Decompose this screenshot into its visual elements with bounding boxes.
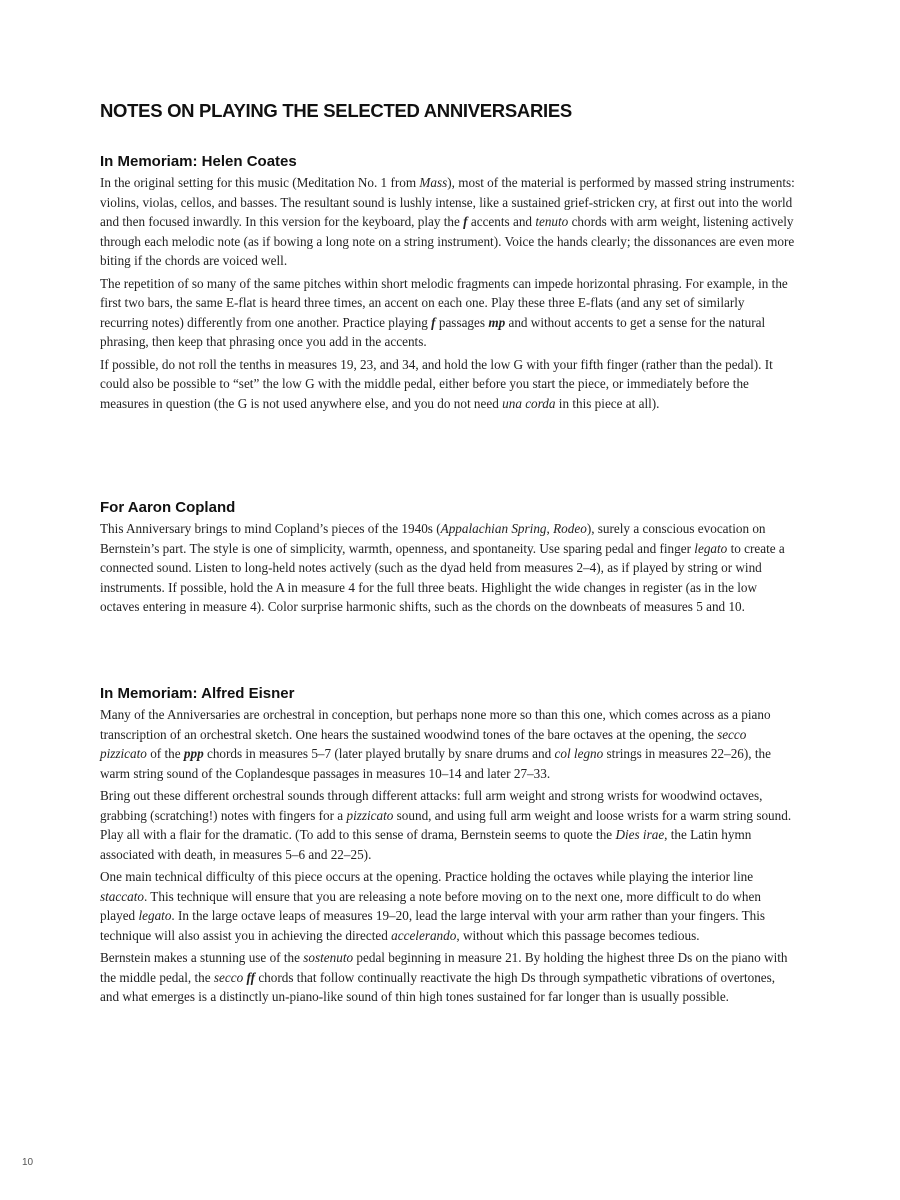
section-paragraph: The repetition of so many of the same pitches within short melodic fragments can impede horizontal phrasing. For example, in the first two bars, the same E-flat is heard three times, an accent on each one. Play these three E-flats (and any set of similarly recurring notes) differently from one another. Practice playing f passages mp and without accents to get a sense for the natural phrasing, then keep that phrasing once you add in the accents. <box>100 275 788 349</box>
section-heading: In Memoriam: Alfred Eisner <box>100 685 295 702</box>
page-number: 10 <box>22 1157 34 1168</box>
section-helen-coates <box>100 152 795 416</box>
section-paragraph: Bernstein makes a stunning use of the sostenuto pedal beginning in measure 21. By holding the highest three Ds on the piano with the middle pedal, the secco ff chords that follow continually reactivate the high Ds through sympathetic vibrations of overtones, and what emerges is a distinctly un-piano-like sound of thin high tones sustained for far longer than is usually possible. <box>100 950 788 1004</box>
section-paragraph: One main technical difficulty of this piece occurs at the opening. Practice holding the octaves while playing the interior line staccato. This technique will ensure that you are releasing a note before moving on to the next one, more difficult to do when played legato. In the large octave leaps of measures 19–20, lead the large interval with your arm rather than your fingers. This technique will also assist you in achieving the directed accelerando, without which this passage becomes tedious. <box>100 869 766 943</box>
section-alfred-eisner <box>100 684 795 1010</box>
section-paragraph: Bring out these different orchestral sounds through different attacks: full arm weight and strong wrists for woodwind octaves, grabbing (scratching!) notes with fingers for a pizzicato sound, and using full arm weight and loose wrists for a warm string sound. Play all with a flair for the dramatic. (To add to this sense of drama, Bernstein seems to quote the Dies irae, the Latin hymn associated with death, in measures 5–6 and 22–25). <box>100 788 792 862</box>
section-aaron-copland <box>100 498 795 620</box>
section-heading: For Aaron Copland <box>100 499 236 516</box>
section-paragraph: If possible, do not roll the tenths in measures 19, 23, and 34, and hold the low G with your fifth finger (rather than the pedal). It could also be possible to “set” the low G with the middle pedal, either before you start the piece, or immediately before the measures in question (the G is not used anywhere else, and you do not need una corda in this piece at all). <box>100 356 773 411</box>
page-title: NOTES ON PLAYING THE SELECTED ANNIVERSARIES <box>100 100 572 121</box>
section-paragraph: Many of the Anniversaries are orchestral in conception, but perhaps none more so than this one, which comes across as a piano transcription of an orchestral sketch. One hears the sustained woodwind tones of the bare octaves at the opening, the secco pizzicato of the ppp chords in measures 5–7 (later played brutally by snare drums and col legno strings in measures 22–26), the warm string sound of the Coplandesque passages in measures 10–14 and later 27–33. <box>100 707 771 781</box>
section-paragraph: This Anniversary brings to mind Copland’s pieces of the 1940s (Appalachian Spring, Rodeo), surely a conscious evocation on Bernstein’s part. The style is one of simplicity, warmth, openness, and spontaneity. Use sparing pedal and finger legato to create a connected sound. Listen to long-held notes actively (such as the dyad held from measures 2–4), as if played by string or wind instruments. If possible, hold the A in measure 4 for the full three beats. Highlight the wide changes in register (as in the low octaves entering in measure 4). Color surprise harmonic shifts, such as the chords on the downbeats of measures 5 and 10. <box>100 521 785 614</box>
section-paragraph: In the original setting for this music (Meditation No. 1 from Mass), most of the material is performed by massed string instruments: violins, violas, cellos, and basses. The resultant sound is lushly intense, like a sustained grief-stricken cry, at first out into the world and then focused inwardly. In this version for the keyboard, play the f accents and tenuto chords with arm weight, listening actively through each melodic note (as if bowing a long note on a string instrument). Voice the hands clearly; the dissonances are even more biting if the chords are voiced well. <box>100 175 795 268</box>
section-heading: In Memoriam: Helen Coates <box>100 153 297 170</box>
